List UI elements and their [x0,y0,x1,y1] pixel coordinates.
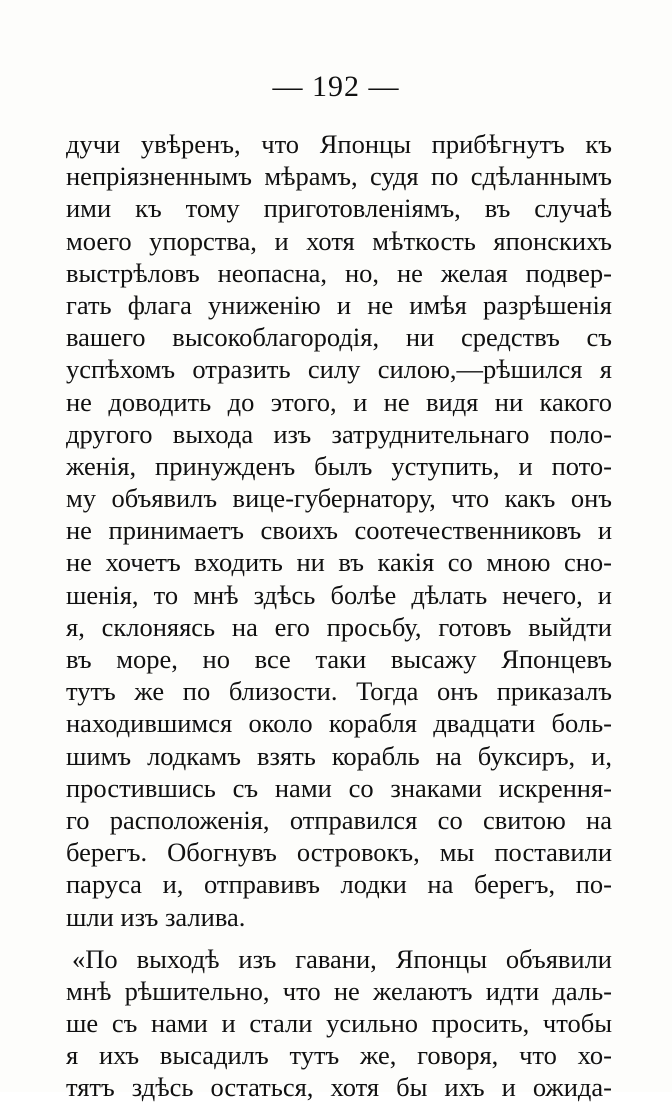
text-line: тутъ же по близости. Тогда онъ приказалъ [66,676,612,707]
text-line: я, склоняясь на его просьбу, готовъ выйдти [66,611,612,642]
text-line: находившимся около корабля двадцати боль- [66,708,612,739]
text-line: моего упорства, и хотя мѣткость японскихъ [66,225,612,256]
text-line: го расположенія, отправился со свитою на [66,804,612,835]
text-line: другого выхода изъ затруднительнаго поло- [66,418,612,449]
text-line: вашего высокоблагородія, ни средствъ съ [66,322,612,353]
text-line: ше съ нами и стали усильно просить, чтобы [66,1008,612,1039]
text-line: непріязненнымъ мѣрамъ, судя по сдѣланнымъ [66,161,612,192]
text-line: тятъ здѣсь остаться, хотя бы ихъ и ожида- [66,1072,612,1103]
paragraph-1 [66,128,612,933]
text-line: не хочетъ входить ни въ какія со мною сно- [66,547,612,578]
text-line: шимъ лодкамъ взять корабль на буксиръ, и, [66,740,612,771]
text-line: мнѣ рѣшительно, что не желаютъ идти даль- [66,975,612,1006]
text-line: я ихъ высадилъ тутъ же, говоря, что хо- [66,1040,612,1071]
text-line: шенія, то мнѣ здѣсь болѣе дѣлать нечего, и [66,579,612,610]
text-line: гать флага униженію и не имѣя разрѣшенія [66,289,612,320]
text-line: «По выходѣ изъ гавани, Японцы объявили [72,943,612,974]
text-line: не принимаетъ своихъ соотечественниковъ и [66,515,612,546]
body-text [66,128,612,1104]
text-line: паруса и, отправивъ лодки на берегъ, по- [66,869,612,900]
text-line: ими къ тому приготовленіямъ, въ случаѣ [66,193,612,224]
text-line: женія, принужденъ былъ уступить, и пото- [66,450,612,481]
text-line: успѣхомъ отразить силу силою,—рѣшился я [66,354,612,385]
text-line: выстрѣловъ неопасна, но, не желая подвер- [66,257,612,288]
text-line: берегъ. Обогнувъ островокъ, мы поставили [66,837,612,868]
paragraph-gap [66,933,612,943]
text-line: не доводить до этого, и не видя ни какого [66,386,612,417]
text-line: въ море, но все таки высажу Японцевъ [66,644,612,674]
text-line: дучи увѣренъ, что Японцы прибѣгнутъ къ [66,129,612,159]
page-number: — 192 — [272,70,400,103]
text-line: простившись съ нами со знаками искрення- [66,772,612,803]
text-line: шли изъ залива. [66,901,246,932]
text-line: му объявилъ вице-губернатору, что какъ онъ [66,483,612,514]
paragraph-2 [66,943,612,1104]
